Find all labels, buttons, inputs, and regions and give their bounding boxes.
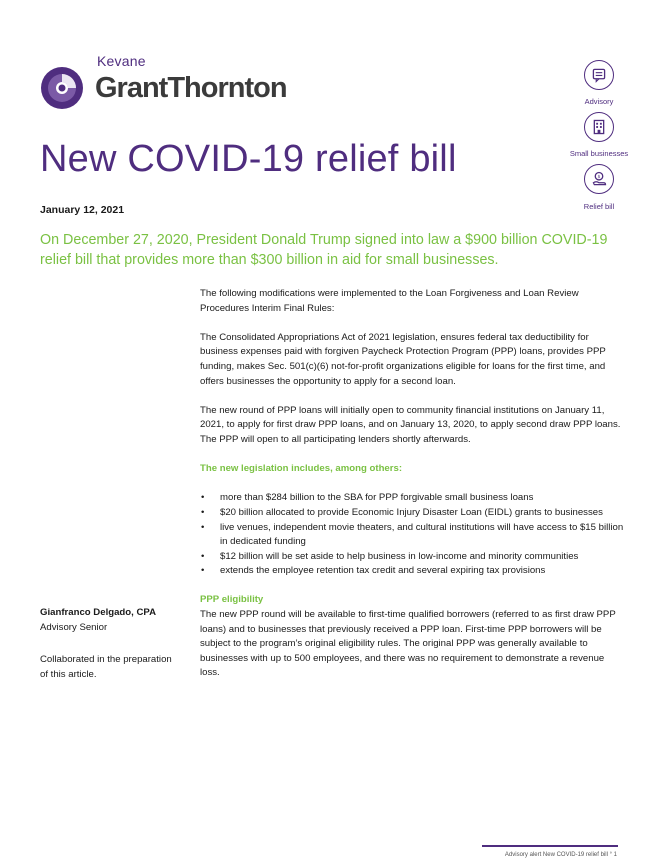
- logo-top-text: Kevane: [97, 53, 146, 69]
- side-label-relief-bill: Relief bill: [583, 202, 615, 211]
- publication-date: January 12, 2021: [40, 204, 125, 216]
- author-role: Advisory Senior: [40, 621, 108, 633]
- body-paragraph-4: The new PPP round will be available to first-time qualified borrowers (referred to as first draw PPP loans) and to businesses that previously received a PPP loan. First-time PPP borrowers will be subject to the program’s original eligibility rules. The original PPP was generally available to businesses with up to 500 employees, and there was no requirement to demonstrate a revenue loss.: [200, 609, 616, 679]
- list-item: • live venues, independent movie theaters, and cultural institutions will have access to $15 billion in dedicated funding: [200, 521, 625, 550]
- eligibility-subheading: PPP eligibility: [200, 594, 264, 606]
- author-note: Collaborated in the preparation of this article.: [40, 654, 172, 680]
- author-name: Gianfranco Delgado, CPA: [40, 607, 157, 618]
- lead-paragraph: On December 27, 2020, President Donald Trump signed into law a $900 billion COVID-19 relief bill that provides more than $300 billion in aid for small businesses.: [40, 232, 608, 268]
- svg-text:$: $: [597, 175, 601, 181]
- legislation-list: [200, 491, 625, 579]
- page-footer: Advisory alert New COVID-19 relief bill ° 1: [504, 852, 617, 858]
- body-paragraph-1: The following modifications were implemented to the Loan Forgiveness and Loan Review Procedures Interim Final Rules:: [200, 288, 579, 314]
- money-hand-icon[interactable]: [584, 164, 614, 194]
- list-item: • more than $284 billion to the SBA for PPP forgivable small business loans: [200, 491, 625, 506]
- list-item: • $20 billion allocated to provide Economic Injury Disaster Loan (EIDL) grants to businesses: [200, 506, 625, 521]
- list-item: • extends the employee retention tax credit and several expiring tax provisions: [200, 564, 625, 579]
- author-block: [40, 606, 180, 682]
- building-icon[interactable]: [584, 112, 614, 142]
- page-title: New COVID-19 relief bill: [40, 138, 457, 180]
- list-item: • $12 billion will be set aside to help business in low-income and minority communities: [200, 550, 625, 565]
- logo-main-text: GrantThornton: [95, 72, 287, 104]
- body-paragraph-2: The Consolidated Appropriations Act of 2021 legislation, ensures federal tax deductibility for business expenses paid with forgiven Paycheck Protection Program (PPP) loans, provides PPP funding, makes Sec. 501(c)(6) not-for-profit organizations eligible for loans for the first time, and offers businesses the opportunity to apply for a second loan.: [200, 331, 606, 387]
- side-label-advisory: Advisory: [584, 97, 614, 106]
- document-icon[interactable]: [584, 60, 614, 90]
- article-body: [200, 287, 625, 696]
- footer-divider: [482, 845, 618, 847]
- grant-thornton-logo-icon: [40, 66, 84, 110]
- body-paragraph-3: The new round of PPP loans will initially open to community financial institutions on January 11, 2021, to apply for first draw PPP loans, and on January 13, 2020, to apply second draw PPP loans. The PPP will open to all participating lenders shortly afterwards.: [200, 404, 621, 445]
- side-label-small-businesses: Small businesses: [569, 149, 629, 158]
- legislation-subheading: The new legislation includes, among others:: [200, 463, 403, 475]
